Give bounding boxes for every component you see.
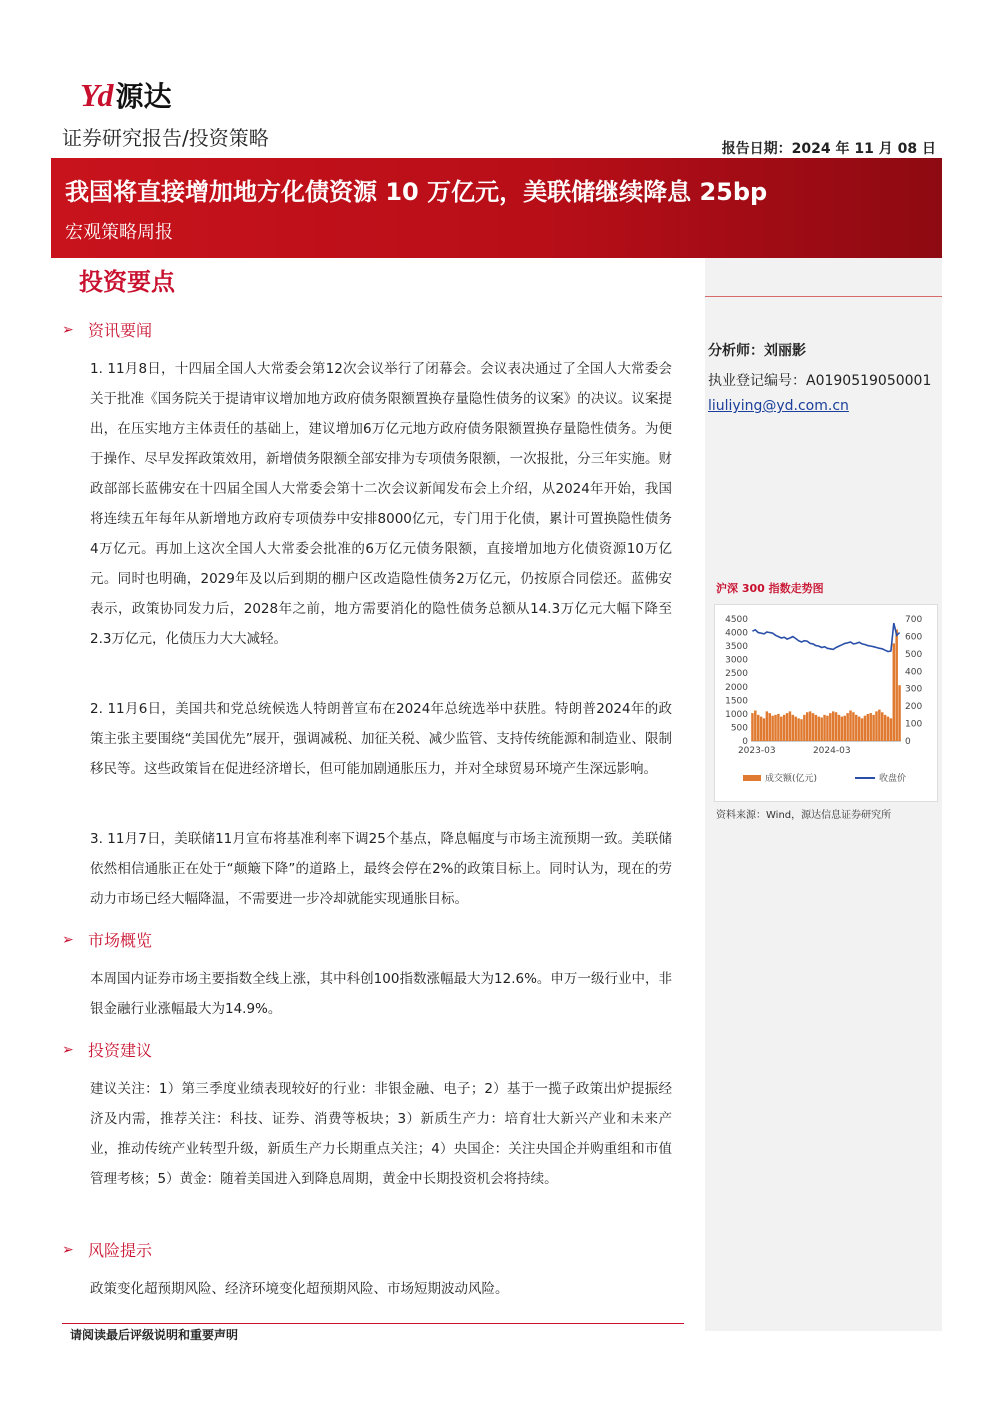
brand-logo (80, 78, 172, 112)
subheading-label: 投资建议 (88, 1041, 153, 1060)
y-right-tick-label: 0 (905, 737, 911, 747)
subheading-label: 资讯要闻 (88, 321, 153, 340)
volume-bar (786, 713, 788, 741)
subheading-label: 风险提示 (88, 1241, 153, 1260)
y-left-tick-label: 3000 (725, 655, 748, 666)
volume-bar (829, 713, 831, 741)
section-heading: 投资要点 (79, 268, 175, 296)
volume-bar (757, 715, 759, 741)
volume-bar (844, 716, 846, 741)
subheading-advice (62, 1038, 152, 1061)
volume-bar (763, 718, 765, 741)
report-subtitle: 宏观策略周报 (65, 222, 173, 243)
volume-bar (809, 711, 811, 741)
footer-divider (62, 1323, 684, 1324)
volume-bar (754, 711, 756, 742)
volume-bar (771, 716, 773, 741)
volume-bar (783, 715, 785, 741)
paragraph: 1. 11月8日，十四届全国人大常委会第12次会议举行了闭幕会。会议表决通过了全国人大常委会关于批准《国务院关于提请审议增加地方政府债务限额置换存量隐性债务的议案》的决议。议案提出，在压实地方主体责任的基础上，建议增加6万亿元地方政府债务限额置换存量隐性债务。为便于操作、尽早发挥政策效用，新增债务限额全部安排为专项债务限额，一次报批，分三年实施。财政部部长蓝佛安在十四届全国人大常委会第十二次会议新闻发布会上介绍，从2024年开始，我国将连续五年每年从新增地方政府专项债券中安排8000亿元，专门用于化债，累计可置换隐性债务4万亿元。再加上这次全国人大常委会批准的6万亿元债务限额，直接增加地方化债资源10万亿元。同时也明确，2029年及以后到期的棚户区改造隐性债务2万亿元，仍按原合同偿还。蓝佛安表示，政策协同发力后，2028年之前，地方需要消化的隐性债务总额从14.3万亿元大幅下降至2.3万亿元，化债压力大大减轻。 (90, 361, 672, 647)
volume-bar (867, 714, 869, 741)
legend-label-volume: 成交额(亿元) (765, 774, 818, 784)
y-right-tick-label: 700 (905, 615, 923, 625)
volume-bar (769, 713, 771, 741)
brand-name: 源达 (115, 80, 172, 113)
report-type: 证券研究报告/投资策略 (62, 126, 269, 150)
y-left-tick-label: 2500 (725, 669, 748, 680)
y-left-tick-label: 1500 (725, 696, 748, 707)
volume-bar (812, 713, 814, 741)
volume-bar (841, 717, 843, 741)
index-chart (714, 604, 938, 802)
volume-bar (823, 715, 825, 741)
sidebar-divider (705, 296, 942, 297)
volume-bar (881, 712, 883, 741)
title-banner (51, 158, 942, 258)
volume-bar (861, 718, 863, 741)
volume-bar (820, 717, 822, 741)
volume-bar (766, 711, 768, 741)
chevron-right-icon: ➢ (62, 321, 74, 338)
subheading-market (62, 928, 152, 951)
volume-bar (832, 711, 834, 741)
volume-bar (869, 713, 871, 741)
volume-bar (878, 710, 880, 741)
volume-bar (760, 717, 762, 741)
chevron-right-icon: ➢ (62, 1241, 74, 1258)
y-left-tick-label: 3500 (725, 642, 748, 653)
volume-bar (875, 711, 877, 741)
volume-bar (872, 715, 874, 741)
subheading-label: 市场概览 (88, 931, 153, 950)
volume-bar (797, 718, 799, 741)
legend-swatch-volume (743, 775, 761, 781)
y-left-tick-label: 1000 (725, 709, 748, 720)
chevron-right-icon: ➢ (62, 931, 74, 948)
analyst-cert-number: 执业登记编号：A0190519050001 (708, 373, 932, 389)
volume-bar (855, 715, 857, 741)
report-date: 报告日期：2024 年 11 月 08 日 (721, 141, 936, 157)
volume-bar (806, 712, 808, 741)
y-left-tick-label: 0 (742, 737, 748, 747)
y-right-tick-label: 100 (905, 719, 923, 730)
y-left-tick-label: 4500 (725, 615, 748, 625)
y-right-tick-label: 300 (905, 684, 923, 695)
close-price-line (752, 623, 899, 651)
volume-bar (893, 643, 895, 741)
volume-bar (852, 712, 854, 741)
x-tick-label: 2024-03 (812, 746, 851, 756)
volume-bar (789, 711, 791, 741)
volume-bar (751, 713, 753, 741)
paragraph: 本周国内证券市场主要指数全线上涨，其中科创100指数涨幅最大为12.6%。申万一级行业中，非银金融行业涨幅最大为14.9%。 (90, 971, 672, 1017)
volume-bar (780, 717, 782, 741)
volume-bar (887, 717, 889, 741)
volume-bar (818, 717, 820, 741)
volume-bar (777, 714, 779, 741)
volume-bar (895, 629, 897, 741)
x-tick-label: 2023-03 (737, 746, 776, 756)
volume-bar (864, 716, 866, 741)
legend-label-close: 收盘价 (879, 774, 907, 784)
analyst-name: 分析师：刘丽影 (708, 343, 806, 359)
paragraph: 政策变化超预期风险、经济环境变化超预期风险、市场短期波动风险。 (90, 1281, 509, 1297)
volume-bar (890, 718, 892, 741)
volume-bar (858, 717, 860, 741)
y-right-tick-label: 500 (905, 649, 923, 660)
paragraph: 建议关注：1）第三季度业绩表现较好的行业：非银金融、电子；2）基于一揽子政策出炉提振经济及内需，推荐关注：科技、证券、消费等板块；3）新质生产力：培育壮大新兴产业和未来产业，推动传统产业转型升级，新质生产力长期重点关注；4）央国企：关注央国企并购重组和市值管理考核；5）黄金：随着美国进入到降息周期，黄金中长期投资机会将持续。 (90, 1081, 672, 1187)
y-right-tick-label: 400 (905, 667, 923, 678)
volume-bar (884, 715, 886, 741)
chart-canvas (715, 605, 937, 801)
volume-bar (826, 716, 828, 741)
volume-bar (774, 715, 776, 741)
chart-title: 沪深 300 指数走势图 (716, 582, 824, 595)
y-right-tick-label: 600 (905, 632, 923, 643)
volume-bar (794, 717, 796, 741)
footer-notice: 请阅读最后评级说明和重要声明 (70, 1328, 239, 1342)
volume-bar (846, 713, 848, 741)
volume-bar (838, 715, 840, 741)
volume-bar (898, 685, 900, 741)
chart-source: 资料来源：Wind，源达信息证券研究所 (716, 810, 892, 821)
volume-bar (835, 712, 837, 741)
subheading-news (62, 318, 152, 341)
volume-bar (815, 715, 817, 741)
volume-bar (803, 715, 805, 741)
paragraph: 2. 11月6日，美国共和党总统候选人特朗普宣布在2024年总统选举中获胜。特朗普2024年的政策主张主要围绕“美国优先”展开，强调减税、加征关税、减少监管、支持传统能源和制造业、限制移民等。这些政策旨在促进经济增长，但可能加剧通胀压力，并对全球贸易环境产生深远影响。 (90, 701, 672, 777)
volume-bar (800, 719, 802, 741)
chevron-right-icon: ➢ (62, 1041, 74, 1058)
y-left-tick-label: 500 (730, 723, 748, 734)
analyst-email-link[interactable]: liuliying@yd.com.cn (708, 398, 849, 414)
y-left-tick-label: 2000 (725, 682, 748, 693)
brand-mark: Yd (80, 76, 112, 113)
report-title: 我国将直接增加地方化债资源 10 万亿元，美联储继续降息 25bp (65, 178, 768, 206)
volume-bar (849, 711, 851, 742)
y-right-tick-label: 200 (905, 702, 923, 713)
subheading-risk (62, 1238, 152, 1261)
paragraph: 3. 11月7日，美联储11月宣布将基准利率下调25个基点，降息幅度与市场主流预期一致。美联储依然相信通胀正在处于“颠簸下降”的道路上，最终会停在2%的政策目标上。同时认为，现在的劳动力市场已经大幅降温，不需要进一步冷却就能实现通胀目标。 (90, 831, 672, 907)
volume-bar (792, 715, 794, 741)
y-left-tick-label: 4000 (725, 628, 748, 639)
